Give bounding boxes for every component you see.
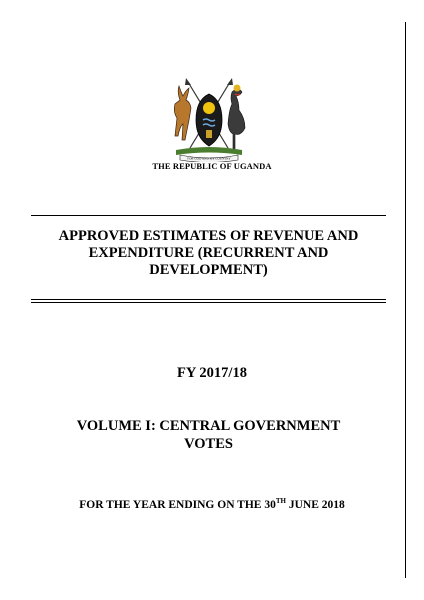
volume-heading (31, 417, 386, 453)
page-edge-rule (405, 22, 406, 578)
title-line-1: APPROVED ESTIMATES OF REVENUE AND (58, 228, 359, 244)
title-line-2: EXPENDITURE (RECURRENT AND (88, 245, 329, 261)
title-bottom-rule-1 (31, 299, 386, 300)
year-ending-line (0, 497, 424, 511)
uganda-coat-of-arms-icon (166, 78, 252, 162)
fiscal-year: FY 2017/18 (177, 365, 247, 381)
volume-line-2: VOTES (184, 436, 233, 452)
title-bottom-rule-2 (31, 302, 386, 303)
svg-text:FOR GOD AND MY COUNTRY: FOR GOD AND MY COUNTRY (187, 156, 231, 161)
document-title (31, 228, 386, 279)
year-ending-suffix: JUNE 2018 (285, 499, 345, 511)
title-top-rule (31, 215, 386, 216)
republic-heading: THE REPUBLIC OF UGANDA (152, 161, 272, 171)
volume-line-1: VOLUME I: CENTRAL GOVERNMENT (76, 418, 341, 434)
title-line-3: DEVELOPMENT) (149, 262, 268, 278)
year-ending-ordinal: TH (275, 497, 286, 505)
year-ending-prefix: FOR THE YEAR ENDING ON THE 30 (79, 499, 276, 511)
